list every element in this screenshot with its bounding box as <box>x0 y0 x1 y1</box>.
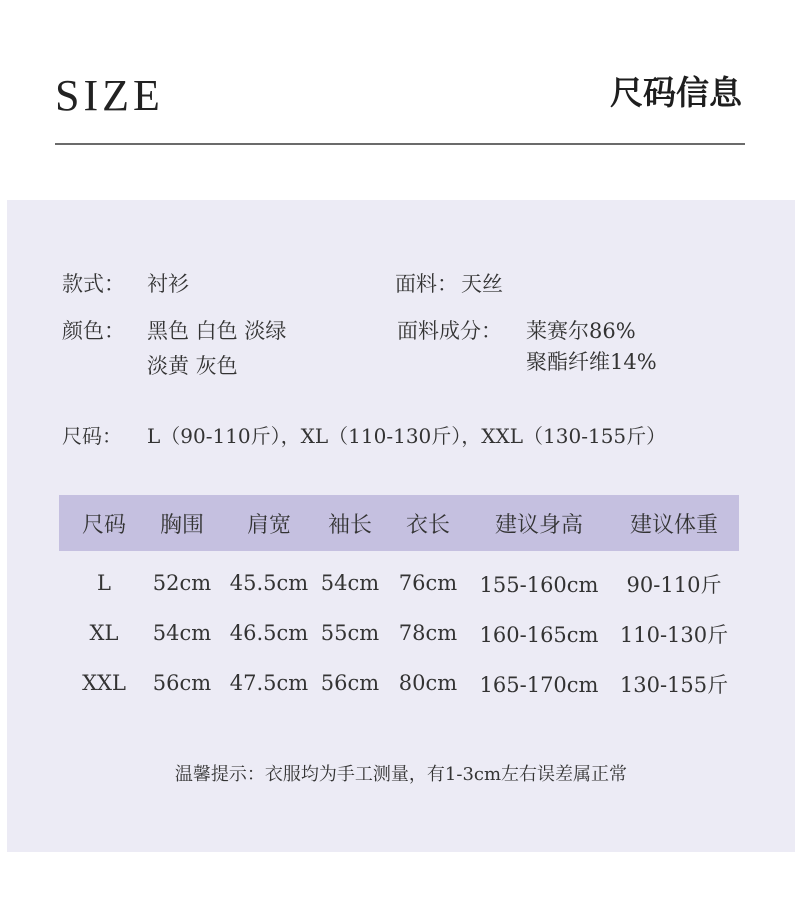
fabric-value: 天丝 <box>461 272 503 296</box>
row-weight: 90-110斤 <box>626 573 722 597</box>
size-title-en: SIZE <box>55 71 164 120</box>
row-chest: 52cm <box>152 571 212 595</box>
fabric-label: 面料： <box>395 272 458 296</box>
composition-label: 面料成分： <box>397 319 502 343</box>
row-size: XXL <box>82 671 126 695</box>
measurement-note: 温馨提示：衣服均为手工测量，有1-3cm左右误差属正常 <box>174 764 628 785</box>
header-height: 建议身高 <box>494 513 583 538</box>
style-label: 款式： <box>62 272 125 296</box>
row-sleeve: 56cm <box>320 671 380 695</box>
header-sleeve: 袖长 <box>327 513 372 538</box>
header-length: 衣长 <box>405 513 450 538</box>
row-chest: 56cm <box>152 671 212 695</box>
row-shoulder: 46.5cm <box>229 621 309 645</box>
size-title-cn: 尺码信息 <box>610 73 742 112</box>
header-shoulder: 肩宽 <box>246 513 291 538</box>
composition-line-1: 莱赛尔86% <box>526 319 636 343</box>
colors-line-2: 淡黄 灰色 <box>147 354 238 378</box>
colors-line-1: 黑色 白色 淡绿 <box>147 319 287 343</box>
composition-line-2: 聚酯纤维14% <box>526 350 657 374</box>
header-chest: 胸围 <box>159 513 204 538</box>
size-range-value: L（90-110斤），XL（110-130斤），XXL（130-155斤） <box>147 424 667 448</box>
row-sleeve: 54cm <box>320 571 380 595</box>
color-label: 颜色： <box>62 319 125 343</box>
row-size: XL <box>89 621 119 645</box>
style-value: 衬衫 <box>147 272 189 296</box>
row-length: 78cm <box>398 621 458 645</box>
row-height: 165-170cm <box>479 673 599 697</box>
row-shoulder: 47.5cm <box>229 671 309 695</box>
size-info-panel <box>7 200 795 852</box>
row-shoulder: 45.5cm <box>229 571 309 595</box>
row-weight: 110-130斤 <box>619 623 729 647</box>
row-sleeve: 55cm <box>320 621 380 645</box>
row-length: 76cm <box>398 571 458 595</box>
row-weight: 130-155斤 <box>619 673 729 697</box>
size-label: 尺码： <box>62 424 122 448</box>
header-weight: 建议体重 <box>629 513 718 538</box>
header-divider <box>55 143 745 145</box>
row-height: 155-160cm <box>479 573 599 597</box>
row-height: 160-165cm <box>479 623 599 647</box>
row-chest: 54cm <box>152 621 212 645</box>
header-size: 尺码 <box>81 513 126 538</box>
row-size: L <box>97 571 111 595</box>
row-length: 80cm <box>398 671 458 695</box>
